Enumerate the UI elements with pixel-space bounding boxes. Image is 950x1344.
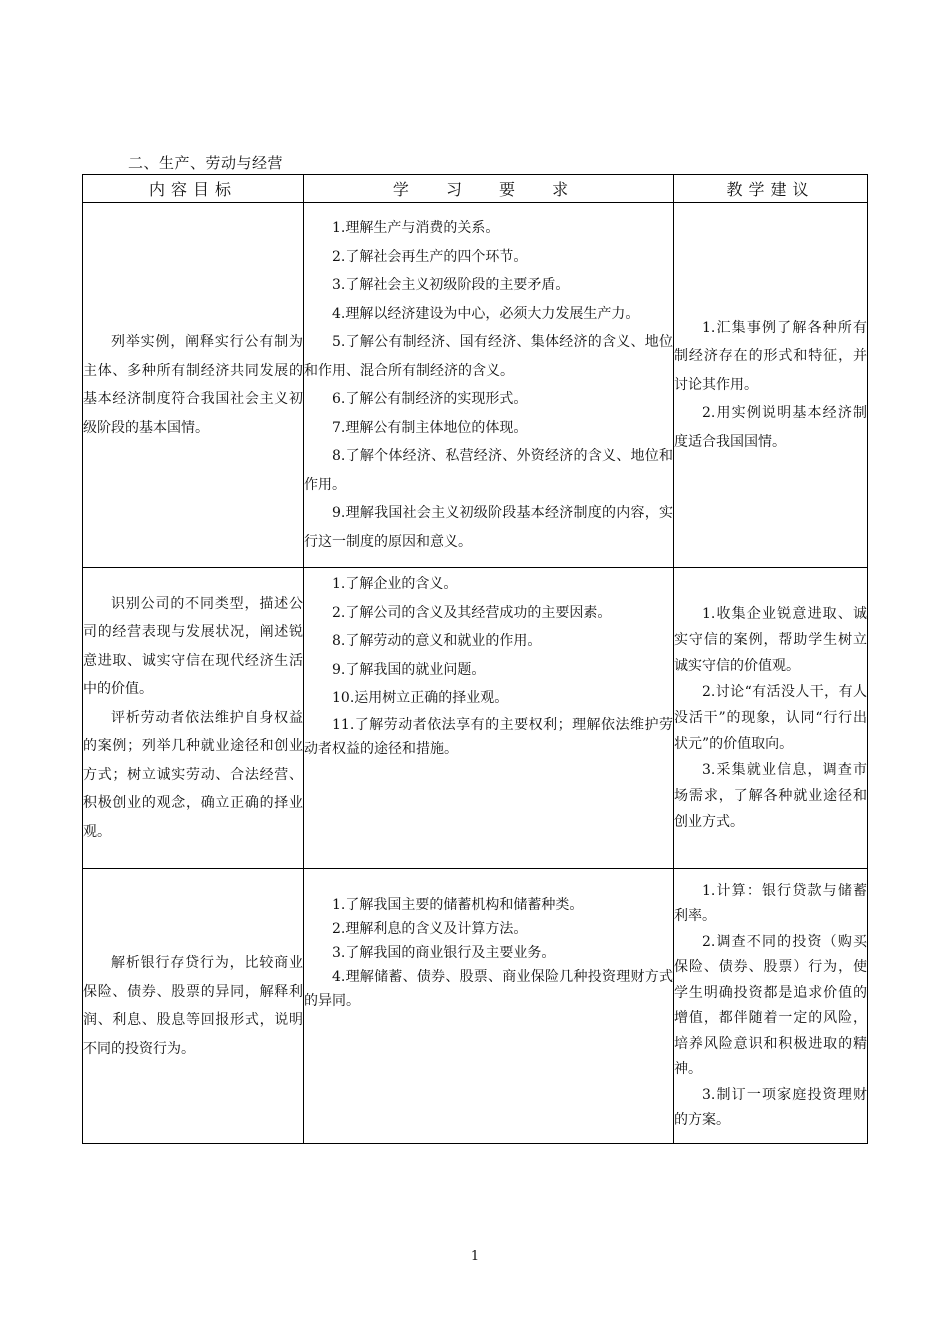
requirement-item: 8.了解劳动的意义和就业的作用。: [332, 633, 542, 649]
requirement-item: 8.了解个体经济、私营经济、外资经济的含义、地位和作用。: [304, 448, 673, 493]
suggestion-item: 1.计算：银行贷款与储蓄利率。: [674, 882, 867, 924]
requirement-item: 3.了解社会主义初级阶段的主要矛盾。: [332, 277, 570, 293]
suggestion-item: 3.采集就业信息，调查市场需求，了解各种就业途径和创业方式。: [674, 762, 867, 830]
suggestions-cell: [674, 203, 868, 568]
requirements-cell: [304, 568, 674, 869]
requirement-item: 5.了解公有制经济、国有经济、集体经济的含义、地位和作用、混合所有制经济的含义。: [304, 334, 673, 379]
header-learning-requirements: 学 习 要 求: [304, 175, 674, 203]
requirement-item: 2.理解利息的含义及计算方法。: [332, 921, 528, 937]
requirement-item: 9.了解我国的就业问题。: [332, 661, 486, 678]
table-row: [83, 203, 868, 568]
goal-text: 识别公司的不同类型，描述公司的经营表现与发展状况，阐述锐意进取、诚实守信在现代经济生活中的价值。: [83, 595, 303, 698]
table-header-row: [83, 175, 868, 203]
suggestion-item: 3.制订一项家庭投资理财的方案。: [674, 1086, 867, 1128]
requirement-item: 1.了解我国主要的储蓄机构和储蓄种类。: [332, 897, 584, 913]
requirement-item: 1.了解企业的含义。: [332, 576, 458, 592]
requirement-item: 3.了解我国的商业银行及主要业务。: [332, 945, 556, 961]
suggestion-item: 1.汇集事例了解各种所有制经济存在的形式和特征，并讨论其作用。: [674, 319, 867, 393]
header-content-goals: 内容目标: [83, 175, 304, 203]
requirement-item: 2.了解社会再生产的四个环节。: [332, 248, 528, 265]
suggestions-cell: [674, 568, 868, 869]
suggestions-cell: [674, 869, 868, 1144]
requirement-item: 7.理解公有制主体地位的体现。: [332, 419, 528, 436]
goal-text: 评析劳动者依法维护自身权益的案例；列举几种就业途径和创业方式；树立诚实劳动、合法经营、积极创业的观念，确立正确的择业观。: [83, 709, 303, 840]
requirement-item: 10.运用树立正确的择业观。: [332, 690, 509, 706]
requirement-item: 2.了解公司的含义及其经营成功的主要因素。: [332, 604, 612, 621]
requirements-cell: [304, 203, 674, 568]
suggestion-item: 2.调查不同的投资（购买保险、债券、股票）行为，使学生明确投资都是追求价值的增值，都伴随着一定的风险，培养风险意识和积极进取的精神。: [674, 933, 867, 1077]
goal-cell: [83, 869, 304, 1144]
requirement-item: 4.理解以经济建设为中心，必须大力发展生产力。: [332, 305, 640, 322]
suggestion-item: 1.收集企业锐意进取、诚实守信的案例，帮助学生树立诚实守信的价值观。: [674, 606, 867, 674]
suggestion-item: 2.讨论“有活没人干，有人没活干”的现象，认同“行行出状元”的价值取向。: [674, 684, 867, 752]
goal-text: 列举实例，阐释实行公有制为主体、多种所有制经济共同发展的基本经济制度符合我国社会主义初级阶段的基本国情。: [83, 334, 303, 436]
goal-cell: [83, 568, 304, 869]
page-number: 1: [470, 1249, 480, 1264]
suggestion-item: 2.用实例说明基本经济制度适合我国国情。: [674, 405, 867, 450]
requirements-cell: [304, 869, 674, 1144]
section-heading: 二、生产、劳动与经营: [128, 154, 284, 172]
curriculum-table: [82, 174, 868, 1144]
requirement-item: 1.理解生产与消费的关系。: [332, 220, 500, 236]
requirement-item: 9.理解我国社会主义初级阶段基本经济制度的内容，实行这一制度的原因和意义。: [304, 505, 673, 550]
goal-text: 解析银行存贷行为，比较商业保险、债券、股票的异同，解释利润、利息、股息等回报形式，说明不同的投资行为。: [83, 955, 303, 1057]
header-teaching-suggestions: 教学建议: [674, 175, 868, 203]
requirement-item: 4.理解储蓄、债券、股票、商业保险几种投资理财方式的异同。: [304, 969, 673, 1009]
table-row: [83, 568, 868, 869]
requirement-item: 6.了解公有制经济的实现形式。: [332, 391, 528, 407]
goal-cell: [83, 203, 304, 568]
table-row: [83, 869, 868, 1144]
requirement-item: 11.了解劳动者依法享有的主要权利；理解依法维护劳动者权益的途径和措施。: [304, 716, 673, 757]
